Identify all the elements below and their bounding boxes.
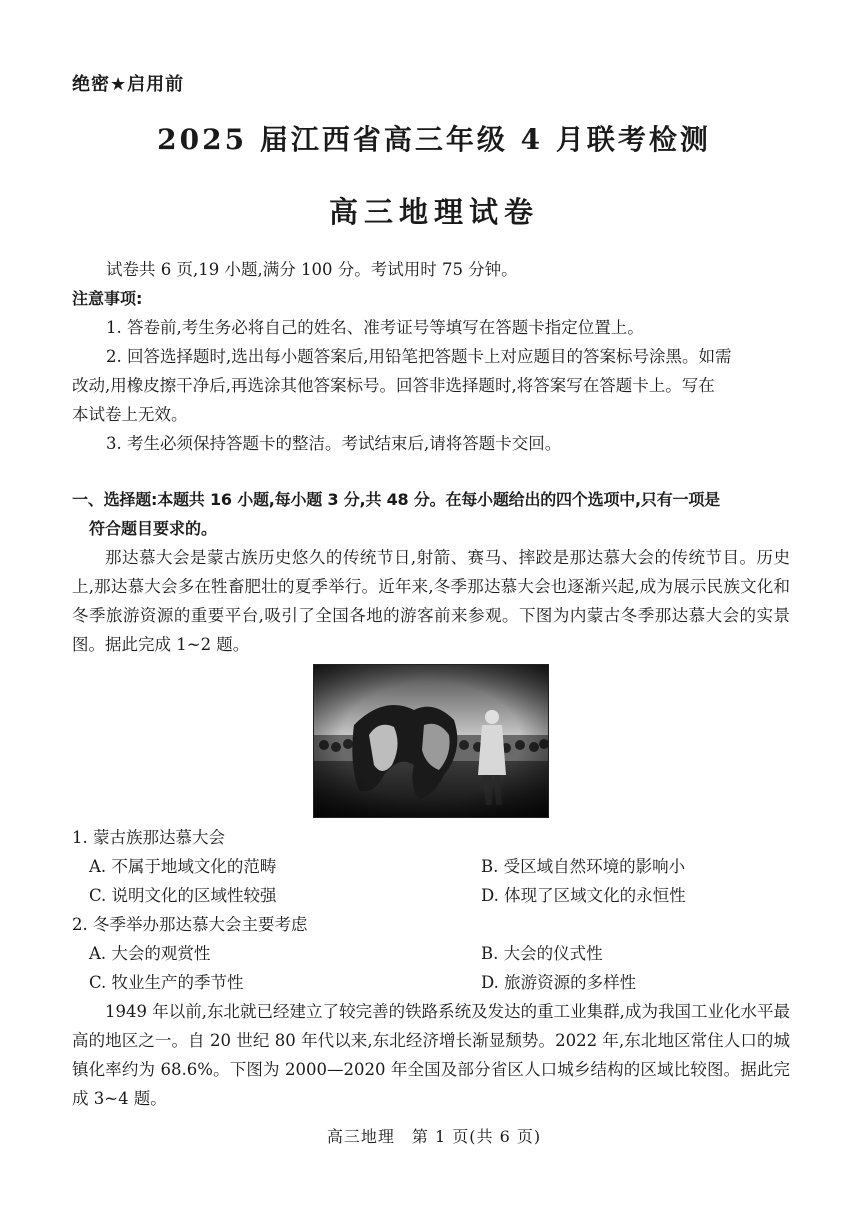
section-1-heading: 一、选择题:本题共 16 小题,每小题 3 分,共 48 分。在每小题给出的四个选项中,只有一项是 xyxy=(72,490,720,509)
section-1-heading-cont: 符合题目要求的。 xyxy=(89,519,218,538)
subject-title: 高三地理试卷 xyxy=(328,195,539,229)
passage-nadam: 那达慕大会是蒙古族历史悠久的传统节日,射箭、赛马、摔跤是那达慕大会的传统节目。历史上,那达慕大会多在牲畜肥壮的夏季举行。近年来,冬季那达慕大会也逐渐兴起,成为展示民族文化和冬季旅游资源的重要平台,吸引了全国各地的游客前来参观。下图为内蒙古冬季那达慕大会的实景图。据此完成 1~2 题。 xyxy=(72,548,790,654)
question-1-stem: 1. 蒙古族那达慕大会 xyxy=(72,828,225,847)
question-2-option-b: B. 大会的仪式性 xyxy=(481,944,603,963)
question-2-stem: 2. 冬季举办那达慕大会主要考虑 xyxy=(72,915,308,934)
note-item-3: 3. 考生必须保持答题卡的整洁。考试结束后,请将答题卡交回。 xyxy=(106,434,562,453)
question-1-option-a: A. 不属于地域文化的范畴 xyxy=(89,857,277,876)
notes-heading: 注意事项: xyxy=(72,289,143,308)
question-1-option-d: D. 体现了区域文化的永恒性 xyxy=(481,886,686,905)
page-footer: 高三地理 第 1 页(共 6 页) xyxy=(326,1127,542,1146)
question-2-option-d: D. 旅游资源的多样性 xyxy=(481,973,637,992)
exam-intro: 试卷共 6 页,19 小题,满分 100 分。考试用时 75 分钟。 xyxy=(106,260,518,279)
question-2-option-c: C. 牧业生产的季节性 xyxy=(89,973,244,992)
note-item-1: 1. 答卷前,考生务必将自己的姓名、准考证号等填写在答题卡指定位置上。 xyxy=(106,318,644,337)
question-2-option-a: A. 大会的观赏性 xyxy=(89,944,211,963)
note-item-2-line-2: 改动,用橡皮擦干净后,再选涂其他答案标号。回答非选择题时,将答案写在答题卡上。写在 xyxy=(72,376,715,395)
nadam-wrestling-photo xyxy=(313,664,549,818)
note-item-2-line-3: 本试卷上无效。 xyxy=(72,405,188,424)
confidential-label: 绝密★启用前 xyxy=(72,74,185,95)
question-1-option-c: C. 说明文化的区域性较强 xyxy=(89,886,277,905)
question-1-option-b: B. 受区域自然环境的影响小 xyxy=(481,857,686,876)
note-item-2-line-1: 2. 回答选择题时,选出每小题答案后,用铅笔把答题卡上对应题目的答案标号涂黑。如需 xyxy=(106,347,732,366)
exam-title: 2025 届江西省高三年级 4 月联考检测 xyxy=(157,123,711,156)
passage-northeast: 1949 年以前,东北就已经建立了较完善的铁路系统及发达的重工业集群,成为我国工业化水平最高的地区之一。自 20 世纪 80 年代以来,东北经济增长渐显颓势。2022 年,东北地区常住人口的城镇化率约为 68.6%。下图为 2000—2020 年全国及部分省区人口城乡结构的区域比较图。据此完成 3~4 题。 xyxy=(72,1002,790,1108)
